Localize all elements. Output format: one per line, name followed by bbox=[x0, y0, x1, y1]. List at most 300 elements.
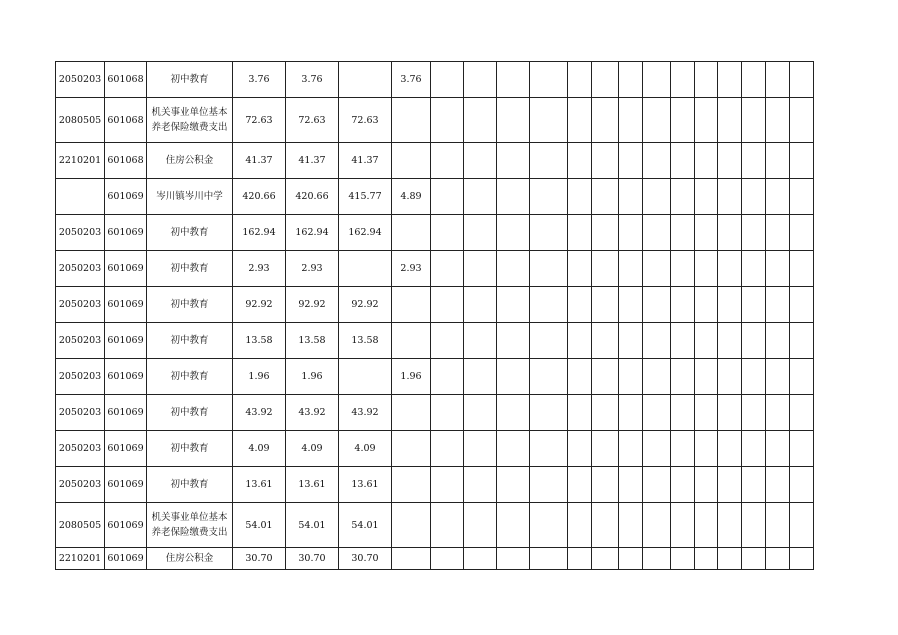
project-expenditure-cell: 1.96 bbox=[392, 359, 431, 395]
function-code-cell: 2050203 bbox=[56, 215, 105, 251]
empty-cell bbox=[530, 548, 568, 570]
unit-code-cell: 601069 bbox=[105, 323, 147, 359]
empty-cell bbox=[592, 98, 619, 143]
empty-cell bbox=[718, 431, 742, 467]
empty-cell bbox=[464, 143, 497, 179]
empty-cell bbox=[619, 179, 643, 215]
empty-cell bbox=[671, 98, 695, 143]
total-cell: 54.01 bbox=[233, 503, 286, 548]
basic-expenditure-cell: 162.94 bbox=[339, 215, 392, 251]
empty-cell bbox=[431, 548, 464, 570]
project-expenditure-cell bbox=[392, 467, 431, 503]
empty-cell bbox=[671, 215, 695, 251]
subtotal-cell: 92.92 bbox=[286, 287, 339, 323]
empty-cell bbox=[592, 395, 619, 431]
function-code-cell: 2050203 bbox=[56, 287, 105, 323]
empty-cell bbox=[530, 98, 568, 143]
empty-cell bbox=[568, 359, 592, 395]
subtotal-cell: 43.92 bbox=[286, 395, 339, 431]
empty-cell bbox=[790, 503, 814, 548]
item-name-cell: 初中教育 bbox=[147, 287, 233, 323]
empty-cell bbox=[592, 251, 619, 287]
empty-cell bbox=[592, 143, 619, 179]
item-name-cell: 初中教育 bbox=[147, 431, 233, 467]
empty-cell bbox=[742, 143, 766, 179]
empty-cell bbox=[742, 179, 766, 215]
project-expenditure-cell bbox=[392, 215, 431, 251]
empty-cell bbox=[619, 323, 643, 359]
project-expenditure-cell: 4.89 bbox=[392, 179, 431, 215]
empty-cell bbox=[530, 431, 568, 467]
empty-cell bbox=[790, 287, 814, 323]
unit-code-cell: 601069 bbox=[105, 395, 147, 431]
basic-expenditure-cell: 13.58 bbox=[339, 323, 392, 359]
total-cell: 4.09 bbox=[233, 431, 286, 467]
total-cell: 41.37 bbox=[233, 143, 286, 179]
empty-cell bbox=[464, 323, 497, 359]
basic-expenditure-cell bbox=[339, 359, 392, 395]
empty-cell bbox=[530, 251, 568, 287]
empty-cell bbox=[431, 467, 464, 503]
empty-cell bbox=[671, 431, 695, 467]
subtotal-cell: 162.94 bbox=[286, 215, 339, 251]
empty-cell bbox=[592, 467, 619, 503]
function-code-cell: 2050203 bbox=[56, 62, 105, 98]
empty-cell bbox=[671, 323, 695, 359]
total-cell: 72.63 bbox=[233, 98, 286, 143]
budget-table bbox=[55, 61, 814, 570]
total-cell: 1.96 bbox=[233, 359, 286, 395]
empty-cell bbox=[592, 431, 619, 467]
empty-cell bbox=[766, 323, 790, 359]
empty-cell bbox=[497, 143, 530, 179]
function-code-cell: 2050203 bbox=[56, 395, 105, 431]
empty-cell bbox=[592, 503, 619, 548]
basic-expenditure-cell: 4.09 bbox=[339, 431, 392, 467]
unit-code-cell: 601069 bbox=[105, 467, 147, 503]
empty-cell bbox=[568, 431, 592, 467]
empty-cell bbox=[742, 98, 766, 143]
empty-cell bbox=[530, 359, 568, 395]
empty-cell bbox=[766, 467, 790, 503]
empty-cell bbox=[568, 287, 592, 323]
total-cell: 92.92 bbox=[233, 287, 286, 323]
empty-cell bbox=[568, 179, 592, 215]
empty-cell bbox=[643, 179, 671, 215]
empty-cell bbox=[431, 179, 464, 215]
empty-cell bbox=[497, 251, 530, 287]
empty-cell bbox=[431, 98, 464, 143]
empty-cell bbox=[742, 548, 766, 570]
item-name-cell: 初中教育 bbox=[147, 323, 233, 359]
basic-expenditure-cell: 13.61 bbox=[339, 467, 392, 503]
table-row bbox=[56, 62, 814, 98]
empty-cell bbox=[790, 395, 814, 431]
empty-cell bbox=[790, 431, 814, 467]
empty-cell bbox=[592, 323, 619, 359]
unit-code-cell: 601069 bbox=[105, 287, 147, 323]
total-cell: 13.58 bbox=[233, 323, 286, 359]
function-code-cell: 2210201 bbox=[56, 143, 105, 179]
empty-cell bbox=[695, 503, 718, 548]
empty-cell bbox=[464, 251, 497, 287]
project-expenditure-cell: 3.76 bbox=[392, 62, 431, 98]
table-row bbox=[56, 215, 814, 251]
item-name-cell: 机关事业单位基本养老保险缴费支出 bbox=[147, 503, 233, 548]
empty-cell bbox=[790, 215, 814, 251]
total-cell: 420.66 bbox=[233, 179, 286, 215]
empty-cell bbox=[530, 143, 568, 179]
empty-cell bbox=[695, 143, 718, 179]
subtotal-cell: 420.66 bbox=[286, 179, 339, 215]
empty-cell bbox=[695, 215, 718, 251]
empty-cell bbox=[742, 251, 766, 287]
total-cell: 162.94 bbox=[233, 215, 286, 251]
empty-cell bbox=[619, 251, 643, 287]
empty-cell bbox=[431, 359, 464, 395]
empty-cell bbox=[530, 323, 568, 359]
empty-cell bbox=[643, 467, 671, 503]
empty-cell bbox=[718, 359, 742, 395]
project-expenditure-cell bbox=[392, 503, 431, 548]
empty-cell bbox=[464, 179, 497, 215]
subtotal-cell: 72.63 bbox=[286, 98, 339, 143]
item-name-cell: 岑川镇岑川中学 bbox=[147, 179, 233, 215]
empty-cell bbox=[568, 251, 592, 287]
empty-cell bbox=[497, 323, 530, 359]
empty-cell bbox=[671, 395, 695, 431]
empty-cell bbox=[695, 548, 718, 570]
empty-cell bbox=[790, 179, 814, 215]
empty-cell bbox=[695, 467, 718, 503]
basic-expenditure-cell bbox=[339, 251, 392, 287]
unit-code-cell: 601069 bbox=[105, 431, 147, 467]
empty-cell bbox=[464, 62, 497, 98]
empty-cell bbox=[742, 287, 766, 323]
empty-cell bbox=[497, 215, 530, 251]
empty-cell bbox=[431, 503, 464, 548]
empty-cell bbox=[766, 548, 790, 570]
total-cell: 43.92 bbox=[233, 395, 286, 431]
empty-cell bbox=[790, 98, 814, 143]
empty-cell bbox=[695, 179, 718, 215]
table-row bbox=[56, 323, 814, 359]
empty-cell bbox=[695, 323, 718, 359]
subtotal-cell: 13.61 bbox=[286, 467, 339, 503]
empty-cell bbox=[568, 395, 592, 431]
table-row bbox=[56, 251, 814, 287]
empty-cell bbox=[464, 359, 497, 395]
empty-cell bbox=[695, 251, 718, 287]
item-name-cell: 初中教育 bbox=[147, 251, 233, 287]
unit-code-cell: 601069 bbox=[105, 548, 147, 570]
basic-expenditure-cell bbox=[339, 62, 392, 98]
empty-cell bbox=[766, 359, 790, 395]
project-expenditure-cell bbox=[392, 548, 431, 570]
subtotal-cell: 4.09 bbox=[286, 431, 339, 467]
subtotal-cell: 54.01 bbox=[286, 503, 339, 548]
empty-cell bbox=[568, 62, 592, 98]
empty-cell bbox=[619, 143, 643, 179]
empty-cell bbox=[431, 287, 464, 323]
empty-cell bbox=[766, 179, 790, 215]
unit-code-cell: 601069 bbox=[105, 251, 147, 287]
table-row bbox=[56, 467, 814, 503]
empty-cell bbox=[431, 62, 464, 98]
empty-cell bbox=[718, 287, 742, 323]
empty-cell bbox=[619, 431, 643, 467]
empty-cell bbox=[766, 98, 790, 143]
empty-cell bbox=[742, 503, 766, 548]
empty-cell bbox=[643, 431, 671, 467]
empty-cell bbox=[592, 179, 619, 215]
empty-cell bbox=[497, 287, 530, 323]
empty-cell bbox=[592, 287, 619, 323]
unit-code-cell: 601069 bbox=[105, 359, 147, 395]
empty-cell bbox=[530, 179, 568, 215]
empty-cell bbox=[464, 467, 497, 503]
empty-cell bbox=[695, 431, 718, 467]
empty-cell bbox=[530, 287, 568, 323]
empty-cell bbox=[718, 179, 742, 215]
empty-cell bbox=[790, 467, 814, 503]
project-expenditure-cell bbox=[392, 98, 431, 143]
empty-cell bbox=[790, 143, 814, 179]
item-name-cell: 初中教育 bbox=[147, 395, 233, 431]
empty-cell bbox=[742, 359, 766, 395]
empty-cell bbox=[497, 359, 530, 395]
empty-cell bbox=[592, 215, 619, 251]
total-cell: 30.70 bbox=[233, 548, 286, 570]
empty-cell bbox=[431, 215, 464, 251]
empty-cell bbox=[431, 395, 464, 431]
empty-cell bbox=[766, 431, 790, 467]
empty-cell bbox=[497, 467, 530, 503]
subtotal-cell: 30.70 bbox=[286, 548, 339, 570]
empty-cell bbox=[766, 251, 790, 287]
empty-cell bbox=[530, 395, 568, 431]
table-row bbox=[56, 143, 814, 179]
empty-cell bbox=[766, 62, 790, 98]
table-row bbox=[56, 359, 814, 395]
empty-cell bbox=[671, 359, 695, 395]
item-name-cell: 初中教育 bbox=[147, 62, 233, 98]
empty-cell bbox=[766, 395, 790, 431]
empty-cell bbox=[530, 503, 568, 548]
item-name-cell: 初中教育 bbox=[147, 215, 233, 251]
empty-cell bbox=[568, 467, 592, 503]
function-code-cell: 2050203 bbox=[56, 467, 105, 503]
empty-cell bbox=[619, 503, 643, 548]
basic-expenditure-cell: 41.37 bbox=[339, 143, 392, 179]
empty-cell bbox=[695, 359, 718, 395]
empty-cell bbox=[619, 359, 643, 395]
function-code-cell: 2050203 bbox=[56, 431, 105, 467]
empty-cell bbox=[619, 62, 643, 98]
empty-cell bbox=[766, 215, 790, 251]
empty-cell bbox=[464, 431, 497, 467]
empty-cell bbox=[497, 431, 530, 467]
subtotal-cell: 41.37 bbox=[286, 143, 339, 179]
function-code-cell: 2080505 bbox=[56, 98, 105, 143]
unit-code-cell: 601068 bbox=[105, 62, 147, 98]
empty-cell bbox=[643, 251, 671, 287]
function-code-cell: 2050203 bbox=[56, 359, 105, 395]
function-code-cell: 2080505 bbox=[56, 503, 105, 548]
empty-cell bbox=[695, 395, 718, 431]
empty-cell bbox=[643, 548, 671, 570]
empty-cell bbox=[643, 503, 671, 548]
empty-cell bbox=[671, 467, 695, 503]
empty-cell bbox=[431, 143, 464, 179]
item-name-cell: 住房公积金 bbox=[147, 548, 233, 570]
empty-cell bbox=[718, 548, 742, 570]
empty-cell bbox=[718, 62, 742, 98]
empty-cell bbox=[619, 287, 643, 323]
empty-cell bbox=[464, 548, 497, 570]
basic-expenditure-cell: 92.92 bbox=[339, 287, 392, 323]
empty-cell bbox=[643, 287, 671, 323]
empty-cell bbox=[643, 143, 671, 179]
item-name-cell: 初中教育 bbox=[147, 467, 233, 503]
basic-expenditure-cell: 43.92 bbox=[339, 395, 392, 431]
unit-code-cell: 601068 bbox=[105, 143, 147, 179]
empty-cell bbox=[530, 215, 568, 251]
empty-cell bbox=[742, 395, 766, 431]
function-code-cell: 2050203 bbox=[56, 323, 105, 359]
empty-cell bbox=[431, 251, 464, 287]
empty-cell bbox=[790, 548, 814, 570]
empty-cell bbox=[671, 548, 695, 570]
table-row bbox=[56, 98, 814, 143]
empty-cell bbox=[718, 467, 742, 503]
empty-cell bbox=[619, 395, 643, 431]
empty-cell bbox=[643, 62, 671, 98]
table-row bbox=[56, 179, 814, 215]
subtotal-cell: 1.96 bbox=[286, 359, 339, 395]
basic-expenditure-cell: 30.70 bbox=[339, 548, 392, 570]
table-body bbox=[56, 62, 814, 570]
subtotal-cell: 2.93 bbox=[286, 251, 339, 287]
empty-cell bbox=[718, 395, 742, 431]
empty-cell bbox=[742, 467, 766, 503]
empty-cell bbox=[671, 62, 695, 98]
empty-cell bbox=[671, 503, 695, 548]
function-code-cell bbox=[56, 179, 105, 215]
empty-cell bbox=[643, 215, 671, 251]
empty-cell bbox=[718, 143, 742, 179]
empty-cell bbox=[742, 215, 766, 251]
empty-cell bbox=[695, 98, 718, 143]
empty-cell bbox=[742, 323, 766, 359]
empty-cell bbox=[497, 548, 530, 570]
empty-cell bbox=[497, 98, 530, 143]
project-expenditure-cell bbox=[392, 323, 431, 359]
empty-cell bbox=[718, 251, 742, 287]
empty-cell bbox=[718, 323, 742, 359]
empty-cell bbox=[568, 503, 592, 548]
empty-cell bbox=[568, 143, 592, 179]
empty-cell bbox=[671, 287, 695, 323]
unit-code-cell: 601068 bbox=[105, 98, 147, 143]
empty-cell bbox=[497, 395, 530, 431]
total-cell: 2.93 bbox=[233, 251, 286, 287]
empty-cell bbox=[790, 359, 814, 395]
empty-cell bbox=[619, 98, 643, 143]
empty-cell bbox=[568, 98, 592, 143]
empty-cell bbox=[742, 62, 766, 98]
empty-cell bbox=[619, 548, 643, 570]
empty-cell bbox=[431, 431, 464, 467]
empty-cell bbox=[766, 287, 790, 323]
empty-cell bbox=[530, 62, 568, 98]
empty-cell bbox=[766, 143, 790, 179]
empty-cell bbox=[464, 503, 497, 548]
empty-cell bbox=[568, 215, 592, 251]
table-row bbox=[56, 395, 814, 431]
empty-cell bbox=[742, 431, 766, 467]
empty-cell bbox=[464, 98, 497, 143]
empty-cell bbox=[497, 503, 530, 548]
basic-expenditure-cell: 54.01 bbox=[339, 503, 392, 548]
empty-cell bbox=[718, 98, 742, 143]
empty-cell bbox=[497, 179, 530, 215]
empty-cell bbox=[643, 359, 671, 395]
empty-cell bbox=[790, 62, 814, 98]
unit-code-cell: 601069 bbox=[105, 179, 147, 215]
empty-cell bbox=[671, 143, 695, 179]
empty-cell bbox=[431, 323, 464, 359]
item-name-cell: 初中教育 bbox=[147, 359, 233, 395]
empty-cell bbox=[643, 395, 671, 431]
empty-cell bbox=[497, 62, 530, 98]
basic-expenditure-cell: 72.63 bbox=[339, 98, 392, 143]
empty-cell bbox=[643, 98, 671, 143]
project-expenditure-cell: 2.93 bbox=[392, 251, 431, 287]
empty-cell bbox=[790, 323, 814, 359]
empty-cell bbox=[592, 62, 619, 98]
empty-cell bbox=[619, 467, 643, 503]
function-code-cell: 2210201 bbox=[56, 548, 105, 570]
total-cell: 13.61 bbox=[233, 467, 286, 503]
empty-cell bbox=[530, 467, 568, 503]
table-row bbox=[56, 503, 814, 548]
empty-cell bbox=[568, 323, 592, 359]
function-code-cell: 2050203 bbox=[56, 251, 105, 287]
empty-cell bbox=[718, 215, 742, 251]
table-row bbox=[56, 287, 814, 323]
empty-cell bbox=[695, 287, 718, 323]
item-name-cell: 住房公积金 bbox=[147, 143, 233, 179]
subtotal-cell: 3.76 bbox=[286, 62, 339, 98]
subtotal-cell: 13.58 bbox=[286, 323, 339, 359]
empty-cell bbox=[718, 503, 742, 548]
empty-cell bbox=[464, 287, 497, 323]
unit-code-cell: 601069 bbox=[105, 503, 147, 548]
empty-cell bbox=[464, 215, 497, 251]
project-expenditure-cell bbox=[392, 143, 431, 179]
empty-cell bbox=[592, 548, 619, 570]
item-name-cell: 机关事业单位基本养老保险缴费支出 bbox=[147, 98, 233, 143]
empty-cell bbox=[790, 251, 814, 287]
empty-cell bbox=[643, 323, 671, 359]
empty-cell bbox=[568, 548, 592, 570]
empty-cell bbox=[592, 359, 619, 395]
empty-cell bbox=[464, 395, 497, 431]
unit-code-cell: 601069 bbox=[105, 215, 147, 251]
project-expenditure-cell bbox=[392, 287, 431, 323]
empty-cell bbox=[695, 62, 718, 98]
